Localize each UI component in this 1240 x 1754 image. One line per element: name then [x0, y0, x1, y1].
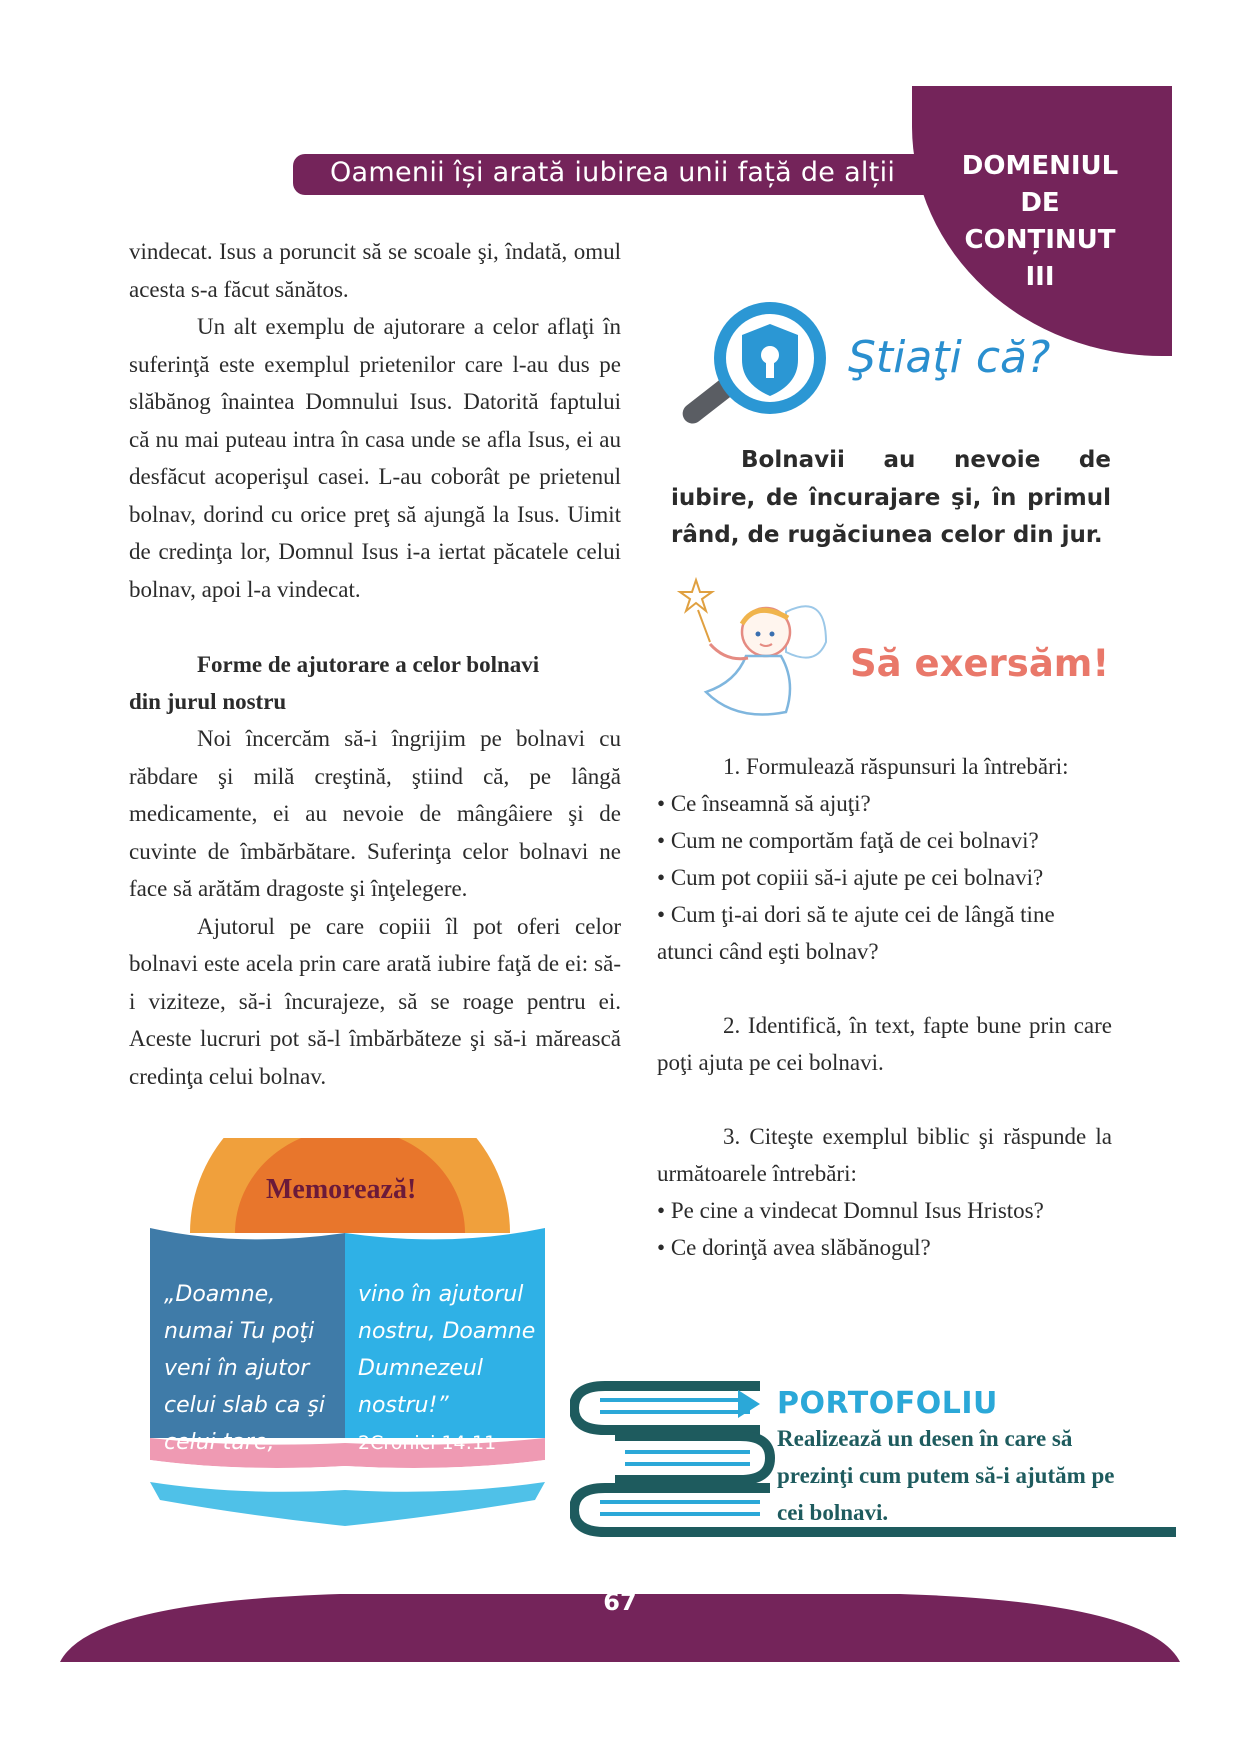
exersam-title: Să exersăm! [850, 642, 1110, 685]
stiati-body [671, 442, 1111, 555]
left-column [129, 233, 621, 1095]
stiati-title: Ştiaţi că? [848, 332, 1051, 383]
subheading-line-2: din jurul nostru [129, 689, 287, 714]
page-number: 67 [603, 1588, 637, 1616]
domain-line: CONȚINUT [964, 225, 1116, 255]
paragraph-3: Noi încercăm să-i îngrijim pe bolnavi cu răbdare şi milă creştină, ştiind că, pe lângă medicamente, ei au nevoie de mângâiere şi de cuvinte de îmbărbătare. Suferinţa celor bolnavi ne face să arătăm dragoste şi înţelegere. [129, 726, 621, 901]
memo-title: Memorează! [266, 1174, 417, 1205]
subheading-line-1: Forme de ajutorare a celor bolnavi [197, 652, 540, 677]
portofoliu-title: PORTOFOLIU [777, 1386, 998, 1421]
section-subheading [129, 646, 621, 720]
domain-line: DOMENIUL [961, 151, 1119, 181]
domain-badge [930, 148, 1150, 296]
memo-reference: 2Cronici 14:11 [358, 1432, 497, 1454]
paragraph-1: vindecat. Isus a poruncit să se scoale şi, îndată, omul acesta s-a făcut sănătos. [129, 239, 621, 302]
domain-line: III [1025, 262, 1055, 292]
paragraph-2: Un alt exemplu de ajutorare a celor aflaţi în suferinţă este exemplul prietenilor care l-au dus pe slăbănog înaintea Domnului Isus. Datorită faptului că nu mai puteau intra în casa unde se afla Isus, ei au desfăcut acoperişul casei. L-au coborât pe prietenul bolnav, dorind cu orice preţ să ajungă la Isus. Uimit de credinţa lor, Domnul Isus i-a iertat păcatele celui bolnav, apoi l-a vindecat. [129, 314, 621, 602]
fairy-illustration [676, 572, 836, 732]
portofoliu-body: Realizează un desen în care să prezinţi cum putem să-i ajutăm pe cei bolnavi. [777, 1426, 1115, 1525]
memo-verse-right: vino în ajutorul nostru, Doamne Dumnezeul nostru!” [358, 1282, 536, 1418]
domain-line: DE [1020, 188, 1060, 218]
page-header-title: Oamenii își arată iubirea unii față de alții [330, 157, 896, 188]
question-3-heading: 3. Citeşte exemplul biblic şi răspunde la următoarele întrebări: [657, 1124, 1112, 1186]
list-item: • Cum ne comportăm faţă de cei bolnavi? [657, 822, 1112, 859]
paragraph-4: Ajutorul pe care copiii îl pot oferi celor bolnavi este acela prin care arată iubire faţă de ei: să-i viziteze, să-i încurajeze, să se roage pentru ei. Aceste lucruri pot să-l îmbărbăteze şi să-i mărească credinţa celui bolnav. [129, 913, 621, 1089]
list-item: • Ce înseamnă să ajuţi? [657, 785, 1112, 822]
list-item: • Ce dorinţă avea slăbănogul? [657, 1229, 1112, 1266]
exercise-list [657, 748, 1112, 1266]
question-2: 2. Identifică, în text, fapte bune prin care poţi ajuta pe cei bolnavi. [657, 1013, 1112, 1075]
list-item: • Cum pot copiii să-i ajute pe cei bolnavi? [657, 859, 1112, 896]
stiati-body-text: Bolnavii au nevoie de iubire, de încurajare şi, în primul rând, de rugăciunea celor din jur. [671, 447, 1111, 548]
list-item: • Cum ţi-ai dori să te ajute cei de lângă tine atunci când eşti bolnav? [657, 896, 1112, 970]
list-item: • Pe cine a vindecat Domnul Isus Hristos? [657, 1192, 1112, 1229]
magnifier-lock-icon [670, 300, 840, 440]
memo-verse-left: „Doamne, numai Tu poţi veni în ajutor celui slab ca şi celui tare, [164, 1282, 325, 1455]
question-1-heading: 1. Formulează răspunsuri la întrebări: [723, 754, 1069, 779]
